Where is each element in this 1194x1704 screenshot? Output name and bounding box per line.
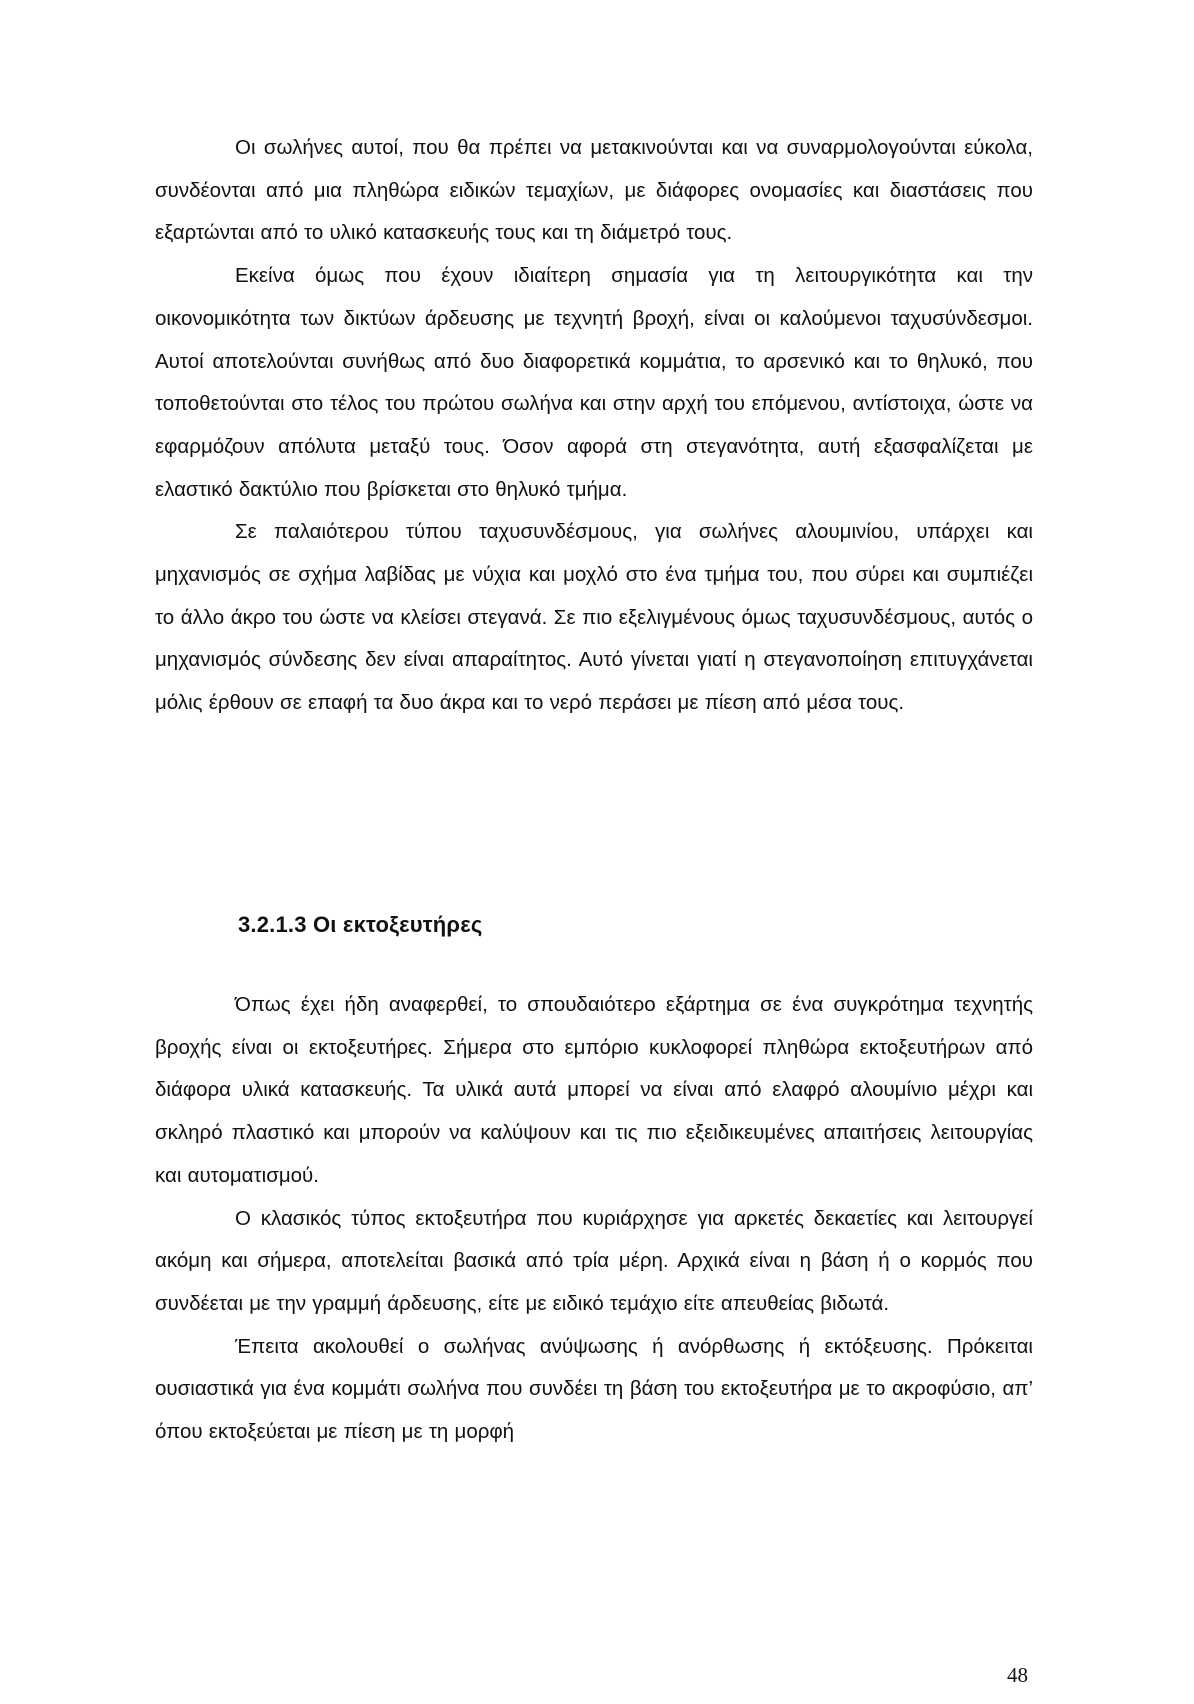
body-text-bottom bbox=[155, 984, 1033, 1454]
body-text-top bbox=[155, 127, 1033, 725]
paragraph: Έπειτα ακολουθεί ο σωλήνας ανύψωσης ή ανόρθωσης ή εκτόξευσης. Πρόκειται ουσιαστικά για ένα κομμάτι σωλήνα που συνδέει τη βάση του εκτοξευτήρα με το ακροφύσιο, απ’ όπου εκτοξεύεται με πίεση με τη μορφή bbox=[155, 1334, 1033, 1444]
paragraph: Σε παλαιότερου τύπου ταχυσυνδέσμους, για σωλήνες αλουμινίου, υπάρχει και μηχανισμός σε σχήμα λαβίδας με νύχια και μοχλό στο ένα τμήμα του, που σύρει και συμπιέζει το άλλο άκρο του ώστε να κλείσει στεγανά. Σε πιο εξελιγμένους όμως ταχυσυνδέσμους, αυτός ο μηχανισμός σύνδεσης δεν είναι απαραίτητος. Αυτό γίνεται γιατί η στεγανοποίηση επιτυγχάνεται μόλις έρθουν σε επαφή τα δυο άκρα και το νερό περάσει με πίεση από μέσα τους. bbox=[155, 520, 1033, 715]
page-number: 48 bbox=[1007, 1663, 1028, 1687]
paragraph: Ο κλασικός τύπος εκτοξευτήρα που κυριάρχησε για αρκετές δεκαετίες και λειτουργεί ακόμη και σήμερα, αποτελείται βασικά από τρία μέρη. Αρχικά είναι η βάση ή ο κορμός που συνδέεται με την γραμμή άρδευσης, είτε με ειδικό τεμάχιο είτε απευθείας βιδωτά. bbox=[155, 1206, 1033, 1315]
section-heading: 3.2.1.3 Οι εκτοξευτήρες bbox=[238, 912, 483, 937]
paragraph: Όπως έχει ήδη αναφερθεί, το σπουδαιότερο εξάρτημα σε ένα συγκρότημα τεχνητής βροχής είναι οι εκτοξευτήρες. Σήμερα στο εμπόριο κυκλοφορεί πληθώρα εκτοξευτήρων από διάφορα υλικά κατασκευής. Τα υλικά αυτά μπορεί να είναι από ελαφρό αλουμίνιο μέχρι και σκληρό πλαστικό και μπορούν να καλύψουν και τις πιο εξειδικευμένες απαιτήσεις λειτουργίας και αυτοματισμού. bbox=[155, 993, 1033, 1187]
paragraph: Οι σωλήνες αυτοί, που θα πρέπει να μετακινούνται και να συναρμολογούνται εύκολα, συνδέονται από μια πληθώρα ειδικών τεμαχίων, με διάφορες ονομασίες και διαστάσεις που εξαρτώνται από το υλικό κατασκευής τους και τη διάμετρό τους. bbox=[155, 136, 1033, 245]
paragraph: Εκείνα όμως που έχουν ιδιαίτερη σημασία για τη λειτουργικότητα και την οικονομικότητα των δικτύων άρδευσης με τεχνητή βροχή, είναι οι καλούμενοι ταχυσύνδεσμοι. Αυτοί αποτελούνται συνήθως από δυο διαφορετικά κομμάτια, το αρσενικό και το θηλυκό, που τοποθετούνται στο τέλος του πρώτου σωλήνα και στην αρχή του επόμενου, αντίστοιχα, ώστε να εφαρμόζουν απόλυτα μεταξύ τους. Όσον αφορά στη στεγανότητα, αυτή εξασφαλίζεται με ελαστικό δακτύλιο που βρίσκεται στο θηλυκό τμήμα. bbox=[155, 264, 1033, 501]
